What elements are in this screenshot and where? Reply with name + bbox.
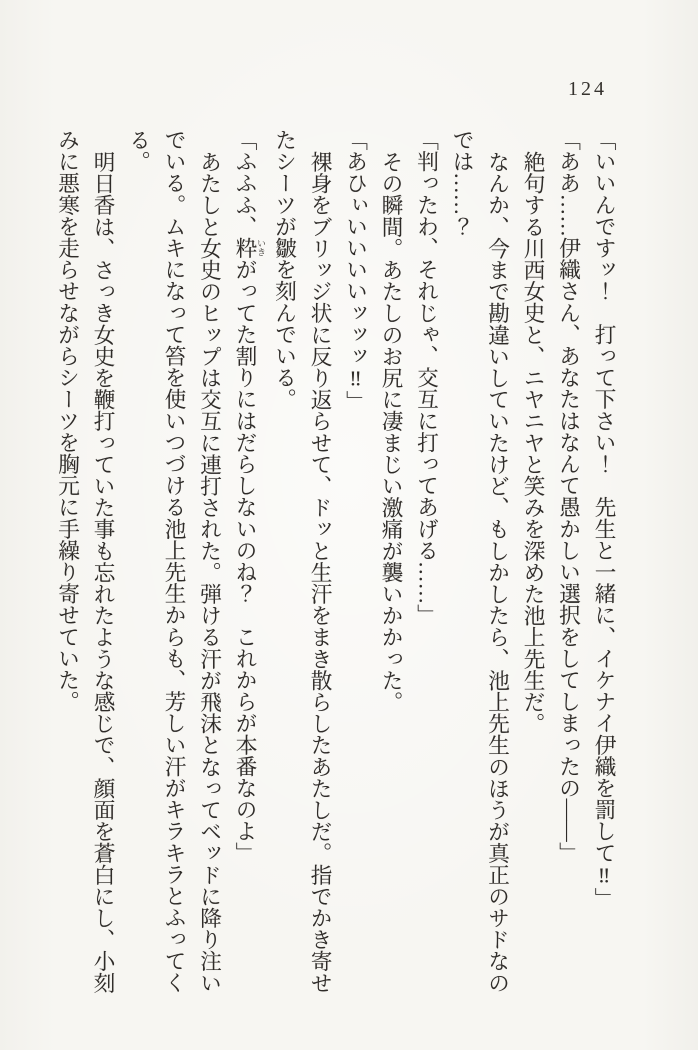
paragraph: なんか、今まで勘違いしていたけど、もしかしたら、池上先生のほうが真正のサドなのでは……？ bbox=[450, 129, 510, 993]
paragraph: あたしと女史のヒップは交互に連打された。弾ける汗が飛沫となってベッドに降り注いでいる。ムキになって笞を使いつづける池上先生からも、芳しい汗がキラキラとふってくる。 bbox=[126, 129, 222, 993]
paragraph: 「ああ……伊織さん、あなたはなんて愚かしい選択をしてしまったの——」 bbox=[556, 129, 581, 864]
paragraph: 裸身をブリッジ状に反り返らせて、ドッと生汗をまき散らしたあたしだ。指でかき寄せたシーツが皺を刻んでいる。 bbox=[272, 129, 332, 993]
vertical-text-block bbox=[49, 129, 621, 993]
paragraph: 「あひぃいいいいッッッ‼」 bbox=[343, 129, 368, 413]
paragraph: その瞬間。あたしのお尻に凄まじい激痛が襲いかかった。 bbox=[379, 150, 403, 713]
furigana: 粋 いき bbox=[233, 237, 266, 259]
paragraph: 絶句する川西女史と、ニヤニヤと笑みを深めた池上先生だ。 bbox=[521, 150, 545, 734]
paragraph: 「ふふふ、粋 いきがってた割りにはだらしないのね？ これからが本番なのよ」 bbox=[233, 129, 266, 864]
paragraph: 明日香は、さっき女史を鞭打っていた事も忘れたような感じで、顔面を蒼白にし、小刻みに悪寒を走らせながらシーツを胸元に手繰り寄せていた。 bbox=[55, 129, 115, 993]
paragraph: 「いいんですッ！ 打って下さい！ 先生と一緒に、イケナイ伊織を罰して‼」 bbox=[592, 129, 616, 909]
page-number: 124 bbox=[568, 78, 607, 100]
paragraph: 「判ったわ、それじゃ、交互に打ってあげる……」 bbox=[414, 129, 439, 626]
